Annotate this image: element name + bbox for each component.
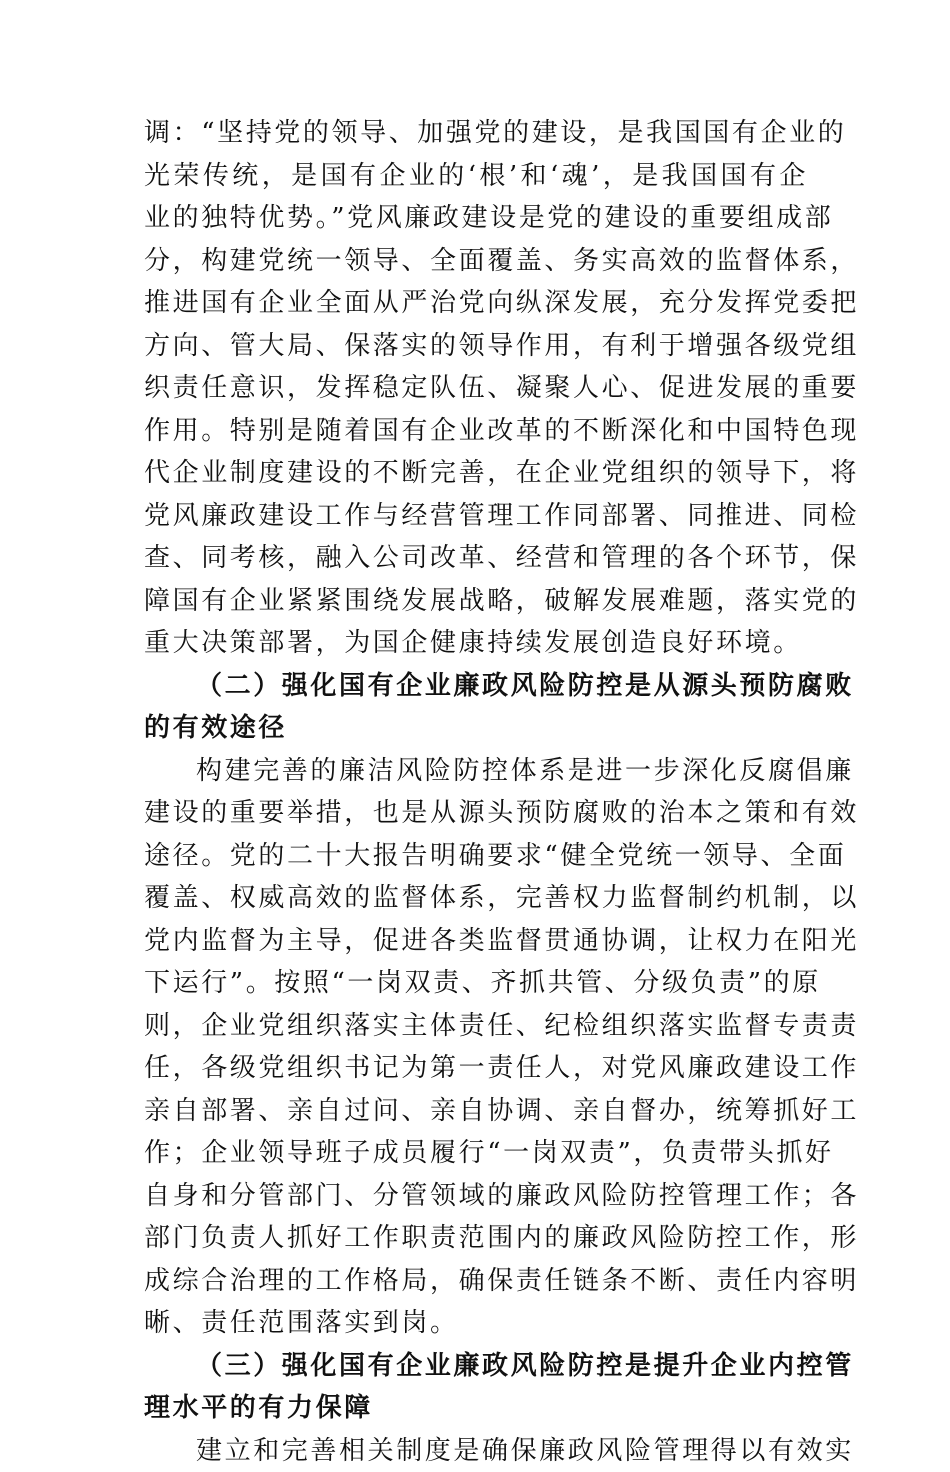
- paragraph-line: 光荣传统，是国有企业的‘根’和‘魂’，是我国国有企: [144, 155, 808, 198]
- paragraph-line: 分，构建党统一领导、全面覆盖、务实高效的监督体系，: [144, 240, 808, 283]
- paragraph-line: 调：“坚持党的领导、加强党的建设，是我国国有企业的: [144, 112, 808, 155]
- paragraph-line: 晰、责任范围落实到岗。: [144, 1302, 808, 1345]
- paragraph-line: 任，各级党组织书记为第一责任人，对党风廉政建设工作: [144, 1047, 808, 1090]
- paragraph-line: 党风廉政建设工作与经营管理工作同部署、同推进、同检: [144, 495, 808, 538]
- paragraph-line: 推进国有企业全面从严治党向纵深发展，充分发挥党委把: [144, 282, 808, 325]
- paragraph-line: 建立和完善相关制度是确保廉政风险管理得以有效实: [144, 1430, 808, 1472]
- paragraph-line: 建设的重要举措，也是从源头预防腐败的治本之策和有效: [144, 792, 808, 835]
- paragraph-line: 障国有企业紧紧围绕发展战略，破解发展难题，落实党的: [144, 580, 808, 623]
- paragraph-line: 织责任意识，发挥稳定队伍、凝聚人心、促进发展的重要: [144, 367, 808, 410]
- paragraph-line: 则，企业党组织落实主体责任、纪检组织落实监督专责责: [144, 1005, 808, 1048]
- paragraph-line: 党内监督为主导，促进各类监督贯通协调，让权力在阳光: [144, 920, 808, 963]
- paragraph-line: 覆盖、权威高效的监督体系，完善权力监督制约机制，以: [144, 877, 808, 920]
- paragraph-line: 业的独特优势。”党风廉政建设是党的建设的重要组成部: [144, 197, 808, 240]
- paragraph-line: 自身和分管部门、分管领域的廉政风险防控管理工作；各: [144, 1175, 808, 1218]
- paragraph-line: 查、同考核，融入公司改革、经营和管理的各个环节，保: [144, 537, 808, 580]
- section-heading-line: 理水平的有力保障: [144, 1387, 808, 1430]
- section-heading-line: 的有效途径: [144, 707, 808, 750]
- section-heading-line: （三）强化国有企业廉政风险防控是提升企业内控管: [144, 1345, 808, 1388]
- paragraph-line: 亲自部署、亲自过问、亲自协调、亲自督办，统筹抓好工: [144, 1090, 808, 1133]
- paragraph-line: 作用。特别是随着国有企业改革的不断深化和中国特色现: [144, 410, 808, 453]
- paragraph-line: 代企业制度建设的不断完善，在企业党组织的领导下，将: [144, 452, 808, 495]
- document-body-text: [144, 112, 808, 1472]
- paragraph-line: 部门负责人抓好工作职责范围内的廉政风险防控工作，形: [144, 1217, 808, 1260]
- section-heading-line: （二）强化国有企业廉政风险防控是从源头预防腐败: [144, 665, 808, 708]
- paragraph-line: 方向、管大局、保落实的领导作用，有利于增强各级党组: [144, 325, 808, 368]
- paragraph-line: 构建完善的廉洁风险防控体系是进一步深化反腐倡廉: [144, 750, 808, 793]
- paragraph-line: 途径。党的二十大报告明确要求“健全党统一领导、全面: [144, 835, 808, 878]
- paragraph-line: 作；企业领导班子成员履行“一岗双责”，负责带头抓好: [144, 1132, 808, 1175]
- paragraph-line: 下运行”。按照“一岗双责、齐抓共管、分级负责”的原: [144, 962, 808, 1005]
- paragraph-line: 重大决策部署，为国企健康持续发展创造良好环境。: [144, 622, 808, 665]
- paragraph-line: 成综合治理的工作格局，确保责任链条不断、责任内容明: [144, 1260, 808, 1303]
